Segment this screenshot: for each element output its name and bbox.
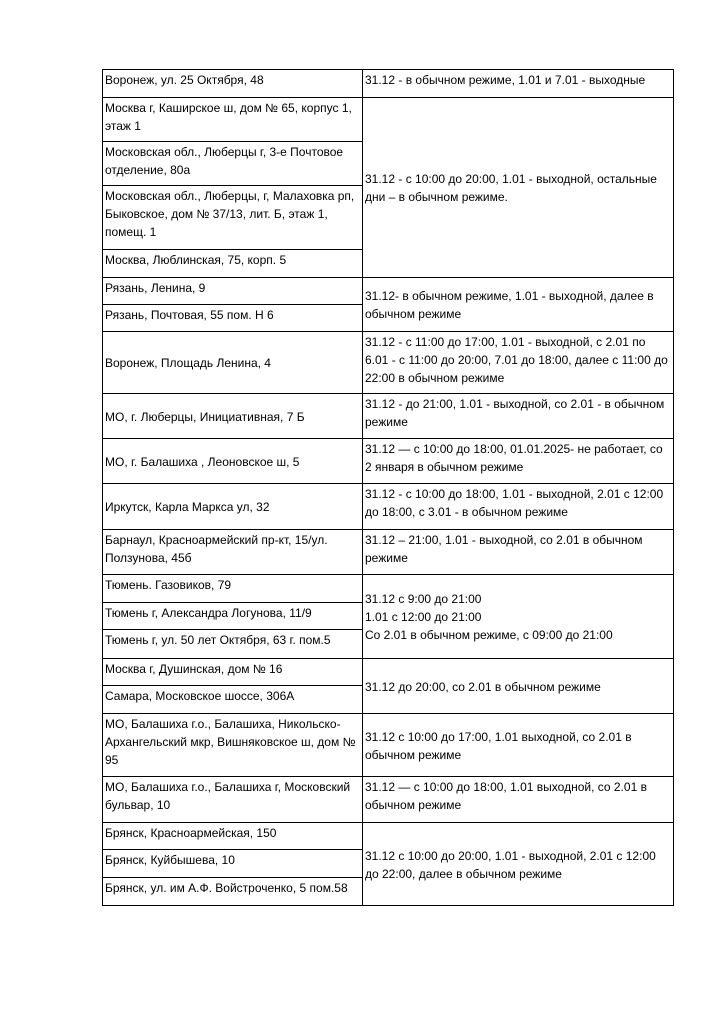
holiday-schedule-table xyxy=(102,69,674,906)
address-cell: Рязань, Почтовая, 55 пом. Н 6 xyxy=(103,305,363,332)
schedule-line: 1.01 с 12:00 до 21:00 xyxy=(365,610,482,624)
table-row xyxy=(103,530,674,575)
schedule-line: Со 2.01 в обычном режиме, с 09:00 до 21:00 xyxy=(365,628,613,642)
address-cell: Воронеж, ул. 25 Октября, 48 xyxy=(103,70,363,98)
address-cell: Барнаул, Красноармейский пр-кт, 15/ул. Ползунова, 45б xyxy=(103,530,363,575)
table-row xyxy=(103,332,674,394)
address-cell: Москва, Люблинская, 75, корп. 5 xyxy=(103,250,363,278)
schedule-line: 31.12 с 9:00 до 21:00 xyxy=(365,592,482,606)
table-row xyxy=(103,823,674,850)
schedule-cell: 31.12 — с 10:00 до 18:00, 1.01 выходной, со 2.01 в обычном режиме xyxy=(363,777,674,823)
schedule-cell: 31.12 - с 10:00 до 18:00, 1.01 - выходной, 2.01 с 12:00 до 18:00, с 3.01 - в обычном режиме xyxy=(363,484,674,530)
schedule-cell: 31.12 – 21:00, 1.01 - выходной, со 2.01 в обычном режиме xyxy=(363,530,674,575)
address-cell: Москва г, Душинская, дом № 16 xyxy=(103,659,363,686)
address-cell: Московская обл., Люберцы г, 3-е Почтовое отделение, 80а xyxy=(103,142,363,186)
schedule-cell: 31.12 до 20:00, со 2.01 в обычном режиме xyxy=(363,659,674,714)
address-cell: Москва г, Каширское ш, дом № 65, корпус 1, этаж 1 xyxy=(103,98,363,142)
table-row xyxy=(103,278,674,305)
schedule-cell xyxy=(363,575,674,659)
table-row xyxy=(103,777,674,823)
schedule-cell: 31.12 - в обычном режиме, 1.01 и 7.01 - выходные xyxy=(363,70,674,98)
address-cell: МО, г. Балашиха , Леоновское ш, 5 xyxy=(103,439,363,484)
address-cell: Брянск, Куйбышева, 10 xyxy=(103,850,363,878)
schedule-cell: 31.12 с 10:00 до 17:00, 1.01 выходной, со 2.01 в обычном режиме xyxy=(363,714,674,777)
address-cell: Брянск, Красноармейская, 150 xyxy=(103,823,363,850)
table-row xyxy=(103,70,674,98)
table-row xyxy=(103,484,674,530)
address-cell: Воронеж, Площадь Ленина, 4 xyxy=(103,332,363,394)
schedule-cell: 31.12 — с 10:00 до 18:00, 01.01.2025- не работает, со 2 января в обычном режиме xyxy=(363,439,674,484)
address-cell: МО, Балашиха г.о., Балашиха, Никольско-Архангельский мкр, Вишняковское ш, дом № 95 xyxy=(103,714,363,777)
schedule-cell: 31.12 - до 21:00, 1.01 - выходной, со 2.01 - в обычном режиме xyxy=(363,394,674,439)
schedule-cell: 31.12 - с 10:00 до 20:00, 1.01 - выходной, остальные дни – в обычном режиме. xyxy=(363,98,674,278)
table-row xyxy=(103,714,674,777)
address-cell: Самара, Московское шоссе, 306А xyxy=(103,686,363,714)
address-cell: Иркутск, Карла Маркса ул, 32 xyxy=(103,484,363,530)
table-row xyxy=(103,98,674,142)
address-cell: Брянск, ул. им А.Ф. Войстроченко, 5 пом.58 xyxy=(103,878,363,906)
schedule-cell: 31.12 с 10:00 до 20:00, 1.01 - выходной, 2.01 с 12:00 до 22:00, далее в обычном режиме xyxy=(363,823,674,906)
address-cell: Тюмень г, Александра Логунова, 11/9 xyxy=(103,603,363,630)
schedule-cell: 31.12- в обычном режиме, 1.01 - выходной, далее в обычном режиме xyxy=(363,278,674,332)
table-row xyxy=(103,439,674,484)
table-row xyxy=(103,659,674,686)
schedule-cell: 31.12 - с 11:00 до 17:00, 1.01 - выходной, с 2.01 по 6.01 - с 11:00 до 20:00, 7.01 до 18:00, далее с 11:00 до 22:00 в обычном режиме xyxy=(363,332,674,394)
table-row xyxy=(103,394,674,439)
table-row xyxy=(103,575,674,603)
address-cell: МО, г. Люберцы, Инициативная, 7 Б xyxy=(103,394,363,439)
address-cell: Тюмень г, ул. 50 лет Октября, 63 г. пом.5 xyxy=(103,630,363,659)
address-cell: Тюмень. Газовиков, 79 xyxy=(103,575,363,603)
address-cell: Рязань, Ленина, 9 xyxy=(103,278,363,305)
address-cell: МО, Балашиха г.о., Балашиха г, Московский бульвар, 10 xyxy=(103,777,363,823)
address-cell: Московская обл., Люберцы, г, Малаховка рп, Быковское, дом № 37/13, лит. Б, этаж 1, помещ. 1 xyxy=(103,186,363,250)
